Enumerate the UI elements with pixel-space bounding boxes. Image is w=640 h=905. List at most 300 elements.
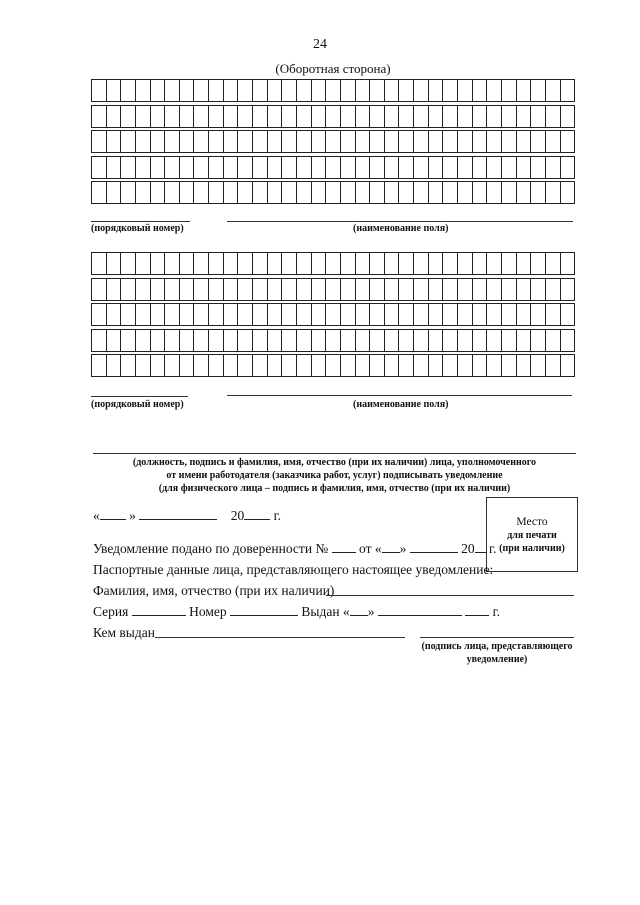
grid-cell[interactable] bbox=[414, 355, 429, 376]
grid-cell[interactable] bbox=[414, 80, 429, 101]
grid-cell[interactable] bbox=[399, 253, 414, 274]
grid-cell[interactable] bbox=[326, 253, 341, 274]
grid-cell[interactable] bbox=[326, 304, 341, 325]
grid-cell[interactable] bbox=[517, 106, 532, 127]
grid-cell[interactable] bbox=[385, 279, 400, 300]
grid-cell[interactable] bbox=[443, 253, 458, 274]
grid-cell[interactable] bbox=[209, 304, 224, 325]
grid-cell[interactable] bbox=[312, 157, 327, 178]
grid-cell[interactable] bbox=[268, 253, 283, 274]
grid-cell[interactable] bbox=[297, 330, 312, 351]
grid-cell[interactable] bbox=[502, 157, 517, 178]
grid-cell[interactable] bbox=[429, 279, 444, 300]
grid-cell[interactable] bbox=[443, 106, 458, 127]
proxy-number-blank[interactable] bbox=[332, 541, 356, 553]
grid-cell[interactable] bbox=[268, 131, 283, 152]
grid-cell[interactable] bbox=[443, 355, 458, 376]
grid-cell[interactable] bbox=[531, 182, 546, 203]
grid-cell[interactable] bbox=[502, 304, 517, 325]
grid-cell[interactable] bbox=[253, 157, 268, 178]
grid-cell[interactable] bbox=[180, 253, 195, 274]
grid-cell[interactable] bbox=[429, 80, 444, 101]
grid-cell[interactable] bbox=[180, 80, 195, 101]
signature-blank[interactable] bbox=[420, 637, 574, 638]
grid-cell[interactable] bbox=[121, 80, 136, 101]
grid-cell[interactable] bbox=[121, 106, 136, 127]
grid-cell[interactable] bbox=[224, 157, 239, 178]
grid-cell[interactable] bbox=[399, 80, 414, 101]
grid-cell[interactable] bbox=[473, 330, 488, 351]
grid-cell[interactable] bbox=[224, 279, 239, 300]
proxy-month-blank[interactable] bbox=[410, 541, 458, 553]
grid-cell[interactable] bbox=[180, 279, 195, 300]
grid-cell[interactable] bbox=[561, 279, 575, 300]
grid-cell[interactable] bbox=[194, 304, 209, 325]
grid-cell[interactable] bbox=[443, 304, 458, 325]
grid-cell[interactable] bbox=[546, 80, 561, 101]
grid-cell[interactable] bbox=[107, 182, 122, 203]
grid-cell[interactable] bbox=[341, 182, 356, 203]
grid-cell[interactable] bbox=[268, 106, 283, 127]
grid-cell[interactable] bbox=[312, 355, 327, 376]
grid-cell[interactable] bbox=[356, 279, 371, 300]
grid-cell[interactable] bbox=[121, 157, 136, 178]
grid-cell[interactable] bbox=[282, 106, 297, 127]
grid-cell[interactable] bbox=[238, 131, 253, 152]
grid-cell[interactable] bbox=[121, 131, 136, 152]
grid-cell[interactable] bbox=[194, 157, 209, 178]
grid-cell[interactable] bbox=[458, 157, 473, 178]
grid-cell[interactable] bbox=[502, 106, 517, 127]
grid-cell[interactable] bbox=[561, 253, 575, 274]
grid-cell[interactable] bbox=[385, 131, 400, 152]
proxy-day-blank[interactable] bbox=[382, 541, 400, 553]
grid-cell[interactable] bbox=[224, 355, 239, 376]
grid-cell[interactable] bbox=[209, 330, 224, 351]
grid-cell[interactable] bbox=[546, 157, 561, 178]
grid-cell[interactable] bbox=[546, 304, 561, 325]
grid-cell[interactable] bbox=[297, 279, 312, 300]
grid-cell[interactable] bbox=[473, 182, 488, 203]
grid-cell[interactable] bbox=[151, 182, 166, 203]
grid-cell[interactable] bbox=[312, 279, 327, 300]
grid-cell[interactable] bbox=[136, 157, 151, 178]
grid-cell[interactable] bbox=[282, 157, 297, 178]
grid-cell[interactable] bbox=[517, 330, 532, 351]
grid-cell[interactable] bbox=[531, 131, 546, 152]
grid-cell[interactable] bbox=[561, 157, 575, 178]
grid-cell[interactable] bbox=[136, 355, 151, 376]
grid-cell[interactable] bbox=[121, 330, 136, 351]
grid-cell[interactable] bbox=[546, 355, 561, 376]
grid-cell[interactable] bbox=[502, 279, 517, 300]
grid-cell[interactable] bbox=[341, 304, 356, 325]
grid-cell[interactable] bbox=[429, 253, 444, 274]
grid-cell[interactable] bbox=[151, 253, 166, 274]
grid-cell[interactable] bbox=[473, 157, 488, 178]
grid-cell[interactable] bbox=[121, 304, 136, 325]
grid-cell[interactable] bbox=[107, 106, 122, 127]
grid-cell[interactable] bbox=[238, 330, 253, 351]
grid-cell[interactable] bbox=[414, 106, 429, 127]
grid-cell[interactable] bbox=[224, 131, 239, 152]
grid-cell[interactable] bbox=[136, 131, 151, 152]
grid-cell[interactable] bbox=[458, 106, 473, 127]
grid-cell[interactable] bbox=[370, 330, 385, 351]
grid-cell[interactable] bbox=[238, 253, 253, 274]
grid-cell[interactable] bbox=[531, 253, 546, 274]
grid-cell[interactable] bbox=[429, 330, 444, 351]
grid-cell[interactable] bbox=[107, 80, 122, 101]
grid-cell[interactable] bbox=[107, 304, 122, 325]
grid-cell[interactable] bbox=[487, 253, 502, 274]
grid-cell[interactable] bbox=[356, 131, 371, 152]
grid-cell[interactable] bbox=[312, 330, 327, 351]
grid-cell[interactable] bbox=[443, 279, 458, 300]
grid-cell[interactable] bbox=[253, 330, 268, 351]
grid-cell[interactable] bbox=[326, 330, 341, 351]
grid-cell[interactable] bbox=[107, 330, 122, 351]
grid-cell[interactable] bbox=[238, 80, 253, 101]
grid-cell[interactable] bbox=[297, 157, 312, 178]
grid-cell[interactable] bbox=[121, 355, 136, 376]
grid-cell[interactable] bbox=[531, 157, 546, 178]
grid-cell[interactable] bbox=[385, 157, 400, 178]
grid-cell[interactable] bbox=[121, 182, 136, 203]
grid-cell[interactable] bbox=[312, 253, 327, 274]
grid-cell[interactable] bbox=[561, 304, 575, 325]
grid-cell[interactable] bbox=[165, 106, 180, 127]
grid-cell[interactable] bbox=[180, 131, 195, 152]
grid-cell[interactable] bbox=[92, 279, 107, 300]
grid-cell[interactable] bbox=[136, 80, 151, 101]
grid-cell[interactable] bbox=[297, 304, 312, 325]
grid-cell[interactable] bbox=[429, 304, 444, 325]
grid-cell[interactable] bbox=[546, 279, 561, 300]
grid-cell[interactable] bbox=[414, 304, 429, 325]
grid-cell[interactable] bbox=[385, 355, 400, 376]
grid-cell[interactable] bbox=[165, 253, 180, 274]
grid-cell[interactable] bbox=[268, 330, 283, 351]
grid-cell[interactable] bbox=[151, 80, 166, 101]
grid-cell[interactable] bbox=[238, 157, 253, 178]
grid-cell[interactable] bbox=[165, 80, 180, 101]
grid-cell[interactable] bbox=[502, 80, 517, 101]
grid-cell[interactable] bbox=[356, 157, 371, 178]
number-blank[interactable] bbox=[230, 604, 298, 616]
grid-cell[interactable] bbox=[136, 106, 151, 127]
grid-cell[interactable] bbox=[121, 253, 136, 274]
grid-cell[interactable] bbox=[473, 304, 488, 325]
grid-cell[interactable] bbox=[326, 279, 341, 300]
grid-cell[interactable] bbox=[414, 253, 429, 274]
grid-cell[interactable] bbox=[517, 131, 532, 152]
grid-cell[interactable] bbox=[312, 304, 327, 325]
grid-cell[interactable] bbox=[531, 304, 546, 325]
grid-cell[interactable] bbox=[121, 279, 136, 300]
grid-cell[interactable] bbox=[458, 253, 473, 274]
grid-cell[interactable] bbox=[356, 182, 371, 203]
grid-cell[interactable] bbox=[385, 182, 400, 203]
grid-cell[interactable] bbox=[487, 182, 502, 203]
grid-cell[interactable] bbox=[385, 330, 400, 351]
grid-cell[interactable] bbox=[487, 355, 502, 376]
grid-cell[interactable] bbox=[297, 106, 312, 127]
grid-cell[interactable] bbox=[341, 253, 356, 274]
grid-cell[interactable] bbox=[107, 157, 122, 178]
grid-cell[interactable] bbox=[238, 355, 253, 376]
grid-cell[interactable] bbox=[297, 355, 312, 376]
grid-cell[interactable] bbox=[165, 157, 180, 178]
grid-cell[interactable] bbox=[399, 182, 414, 203]
grid-cell[interactable] bbox=[209, 182, 224, 203]
grid-cell[interactable] bbox=[487, 131, 502, 152]
grid-cell[interactable] bbox=[268, 80, 283, 101]
grid-cell[interactable] bbox=[399, 355, 414, 376]
grid-cell[interactable] bbox=[561, 106, 575, 127]
grid-cell[interactable] bbox=[194, 106, 209, 127]
grid-cell[interactable] bbox=[561, 330, 575, 351]
grid-cell[interactable] bbox=[180, 355, 195, 376]
grid-cell[interactable] bbox=[238, 279, 253, 300]
grid-cell[interactable] bbox=[414, 157, 429, 178]
grid-cell[interactable] bbox=[253, 355, 268, 376]
grid-cell[interactable] bbox=[209, 279, 224, 300]
grid-cell[interactable] bbox=[326, 106, 341, 127]
issued-month-blank[interactable] bbox=[378, 604, 462, 616]
grid-cell[interactable] bbox=[385, 253, 400, 274]
grid-cell[interactable] bbox=[180, 106, 195, 127]
grid-cell[interactable] bbox=[282, 253, 297, 274]
grid-cell[interactable] bbox=[370, 106, 385, 127]
grid-cell[interactable] bbox=[136, 279, 151, 300]
grid-cell[interactable] bbox=[502, 182, 517, 203]
grid-cell[interactable] bbox=[561, 182, 575, 203]
proxy-year-blank[interactable] bbox=[475, 541, 486, 553]
grid-cell[interactable] bbox=[531, 106, 546, 127]
grid-cell[interactable] bbox=[429, 106, 444, 127]
grid-cell[interactable] bbox=[180, 157, 195, 178]
grid-cell[interactable] bbox=[370, 355, 385, 376]
grid-cell[interactable] bbox=[356, 106, 371, 127]
grid-cell[interactable] bbox=[517, 355, 532, 376]
grid-cell[interactable] bbox=[312, 106, 327, 127]
grid-cell[interactable] bbox=[136, 253, 151, 274]
grid-cell[interactable] bbox=[487, 279, 502, 300]
grid-cell[interactable] bbox=[370, 304, 385, 325]
grid-cell[interactable] bbox=[194, 131, 209, 152]
grid-cell[interactable] bbox=[238, 304, 253, 325]
grid-cell[interactable] bbox=[517, 253, 532, 274]
grid-cell[interactable] bbox=[399, 279, 414, 300]
grid-cell[interactable] bbox=[268, 304, 283, 325]
grid-cell[interactable] bbox=[473, 131, 488, 152]
grid-cell[interactable] bbox=[531, 330, 546, 351]
grid-cell[interactable] bbox=[502, 131, 517, 152]
grid-cell[interactable] bbox=[151, 106, 166, 127]
grid-cell[interactable] bbox=[517, 80, 532, 101]
grid-cell[interactable] bbox=[370, 253, 385, 274]
grid-cell[interactable] bbox=[165, 131, 180, 152]
grid-cell[interactable] bbox=[238, 106, 253, 127]
grid-cell[interactable] bbox=[487, 80, 502, 101]
grid-cell[interactable] bbox=[341, 80, 356, 101]
grid-cell[interactable] bbox=[268, 157, 283, 178]
grid-cell[interactable] bbox=[414, 131, 429, 152]
grid-cell[interactable] bbox=[370, 279, 385, 300]
grid-cell[interactable] bbox=[561, 131, 575, 152]
issued-year-blank[interactable] bbox=[465, 604, 489, 616]
grid-cell[interactable] bbox=[326, 157, 341, 178]
grid-cell[interactable] bbox=[165, 304, 180, 325]
month-blank[interactable] bbox=[139, 508, 217, 520]
grid-cell[interactable] bbox=[326, 182, 341, 203]
grid-cell[interactable] bbox=[487, 157, 502, 178]
grid-cell[interactable] bbox=[458, 182, 473, 203]
grid-cell[interactable] bbox=[531, 80, 546, 101]
grid-cell[interactable] bbox=[326, 80, 341, 101]
grid-cell[interactable] bbox=[356, 330, 371, 351]
grid-cell[interactable] bbox=[268, 279, 283, 300]
grid-cell[interactable] bbox=[282, 182, 297, 203]
grid-cell[interactable] bbox=[429, 157, 444, 178]
grid-cell[interactable] bbox=[370, 157, 385, 178]
grid-cell[interactable] bbox=[209, 157, 224, 178]
grid-cell[interactable] bbox=[561, 355, 575, 376]
grid-cell[interactable] bbox=[107, 253, 122, 274]
issued-by-blank[interactable] bbox=[155, 637, 405, 638]
grid-cell[interactable] bbox=[136, 182, 151, 203]
grid-cell[interactable] bbox=[151, 330, 166, 351]
grid-cell[interactable] bbox=[165, 355, 180, 376]
grid-cell[interactable] bbox=[399, 304, 414, 325]
grid-cell[interactable] bbox=[180, 330, 195, 351]
grid-cell[interactable] bbox=[517, 304, 532, 325]
grid-cell[interactable] bbox=[165, 182, 180, 203]
grid-cell[interactable] bbox=[531, 355, 546, 376]
grid-cell[interactable] bbox=[341, 355, 356, 376]
grid-cell[interactable] bbox=[326, 131, 341, 152]
grid-cell[interactable] bbox=[92, 131, 107, 152]
fio-blank[interactable] bbox=[326, 595, 574, 596]
grid-cell[interactable] bbox=[180, 304, 195, 325]
grid-cell[interactable] bbox=[502, 253, 517, 274]
grid-cell[interactable] bbox=[92, 355, 107, 376]
grid-cell[interactable] bbox=[458, 355, 473, 376]
grid-cell[interactable] bbox=[194, 279, 209, 300]
grid-cell[interactable] bbox=[356, 253, 371, 274]
grid-cell[interactable] bbox=[473, 106, 488, 127]
grid-cell[interactable] bbox=[502, 330, 517, 351]
grid-cell[interactable] bbox=[151, 355, 166, 376]
grid-cell[interactable] bbox=[356, 304, 371, 325]
grid-cell[interactable] bbox=[282, 131, 297, 152]
day-blank[interactable] bbox=[100, 508, 126, 520]
grid-cell[interactable] bbox=[297, 253, 312, 274]
grid-cell[interactable] bbox=[297, 131, 312, 152]
grid-cell[interactable] bbox=[443, 157, 458, 178]
grid-cell[interactable] bbox=[253, 279, 268, 300]
grid-cell[interactable] bbox=[209, 80, 224, 101]
grid-cell[interactable] bbox=[209, 106, 224, 127]
grid-cell[interactable] bbox=[151, 131, 166, 152]
grid-cell[interactable] bbox=[224, 80, 239, 101]
grid-cell[interactable] bbox=[107, 131, 122, 152]
grid-cell[interactable] bbox=[443, 80, 458, 101]
grid-cell[interactable] bbox=[385, 304, 400, 325]
grid-cell[interactable] bbox=[253, 182, 268, 203]
grid-cell[interactable] bbox=[370, 182, 385, 203]
grid-cell[interactable] bbox=[282, 330, 297, 351]
year-blank[interactable] bbox=[244, 508, 270, 520]
grid-cell[interactable] bbox=[224, 182, 239, 203]
grid-cell[interactable] bbox=[385, 80, 400, 101]
grid-cell[interactable] bbox=[517, 279, 532, 300]
grid-cell[interactable] bbox=[561, 80, 575, 101]
grid-cell[interactable] bbox=[194, 253, 209, 274]
grid-cell[interactable] bbox=[458, 279, 473, 300]
grid-cell[interactable] bbox=[92, 304, 107, 325]
grid-cell[interactable] bbox=[531, 279, 546, 300]
grid-cell[interactable] bbox=[312, 80, 327, 101]
grid-cell[interactable] bbox=[194, 355, 209, 376]
grid-cell[interactable] bbox=[151, 304, 166, 325]
grid-cell[interactable] bbox=[282, 355, 297, 376]
grid-cell[interactable] bbox=[151, 157, 166, 178]
grid-cell[interactable] bbox=[356, 80, 371, 101]
grid-cell[interactable] bbox=[399, 330, 414, 351]
grid-cell[interactable] bbox=[297, 80, 312, 101]
grid-cell[interactable] bbox=[370, 80, 385, 101]
grid-cell[interactable] bbox=[194, 80, 209, 101]
grid-cell[interactable] bbox=[238, 182, 253, 203]
grid-cell[interactable] bbox=[107, 355, 122, 376]
grid-cell[interactable] bbox=[194, 330, 209, 351]
grid-cell[interactable] bbox=[224, 253, 239, 274]
grid-cell[interactable] bbox=[297, 182, 312, 203]
grid-cell[interactable] bbox=[517, 157, 532, 178]
grid-cell[interactable] bbox=[414, 182, 429, 203]
grid-cell[interactable] bbox=[107, 279, 122, 300]
grid-cell[interactable] bbox=[92, 253, 107, 274]
grid-cell[interactable] bbox=[180, 182, 195, 203]
grid-cell[interactable] bbox=[546, 106, 561, 127]
grid-cell[interactable] bbox=[253, 253, 268, 274]
grid-cell[interactable] bbox=[268, 355, 283, 376]
grid-cell[interactable] bbox=[253, 106, 268, 127]
grid-cell[interactable] bbox=[341, 157, 356, 178]
grid-cell[interactable] bbox=[253, 80, 268, 101]
grid-cell[interactable] bbox=[92, 330, 107, 351]
grid-cell[interactable] bbox=[502, 355, 517, 376]
grid-cell[interactable] bbox=[312, 131, 327, 152]
grid-cell[interactable] bbox=[414, 330, 429, 351]
grid-cell[interactable] bbox=[268, 182, 283, 203]
grid-cell[interactable] bbox=[136, 330, 151, 351]
grid-cell[interactable] bbox=[209, 131, 224, 152]
grid-cell[interactable] bbox=[546, 182, 561, 203]
grid-cell[interactable] bbox=[429, 355, 444, 376]
grid-cell[interactable] bbox=[443, 131, 458, 152]
grid-cell[interactable] bbox=[282, 304, 297, 325]
grid-cell[interactable] bbox=[473, 355, 488, 376]
grid-cell[interactable] bbox=[165, 330, 180, 351]
grid-cell[interactable] bbox=[282, 279, 297, 300]
grid-cell[interactable] bbox=[253, 131, 268, 152]
grid-cell[interactable] bbox=[473, 253, 488, 274]
grid-cell[interactable] bbox=[517, 182, 532, 203]
grid-cell[interactable] bbox=[458, 80, 473, 101]
